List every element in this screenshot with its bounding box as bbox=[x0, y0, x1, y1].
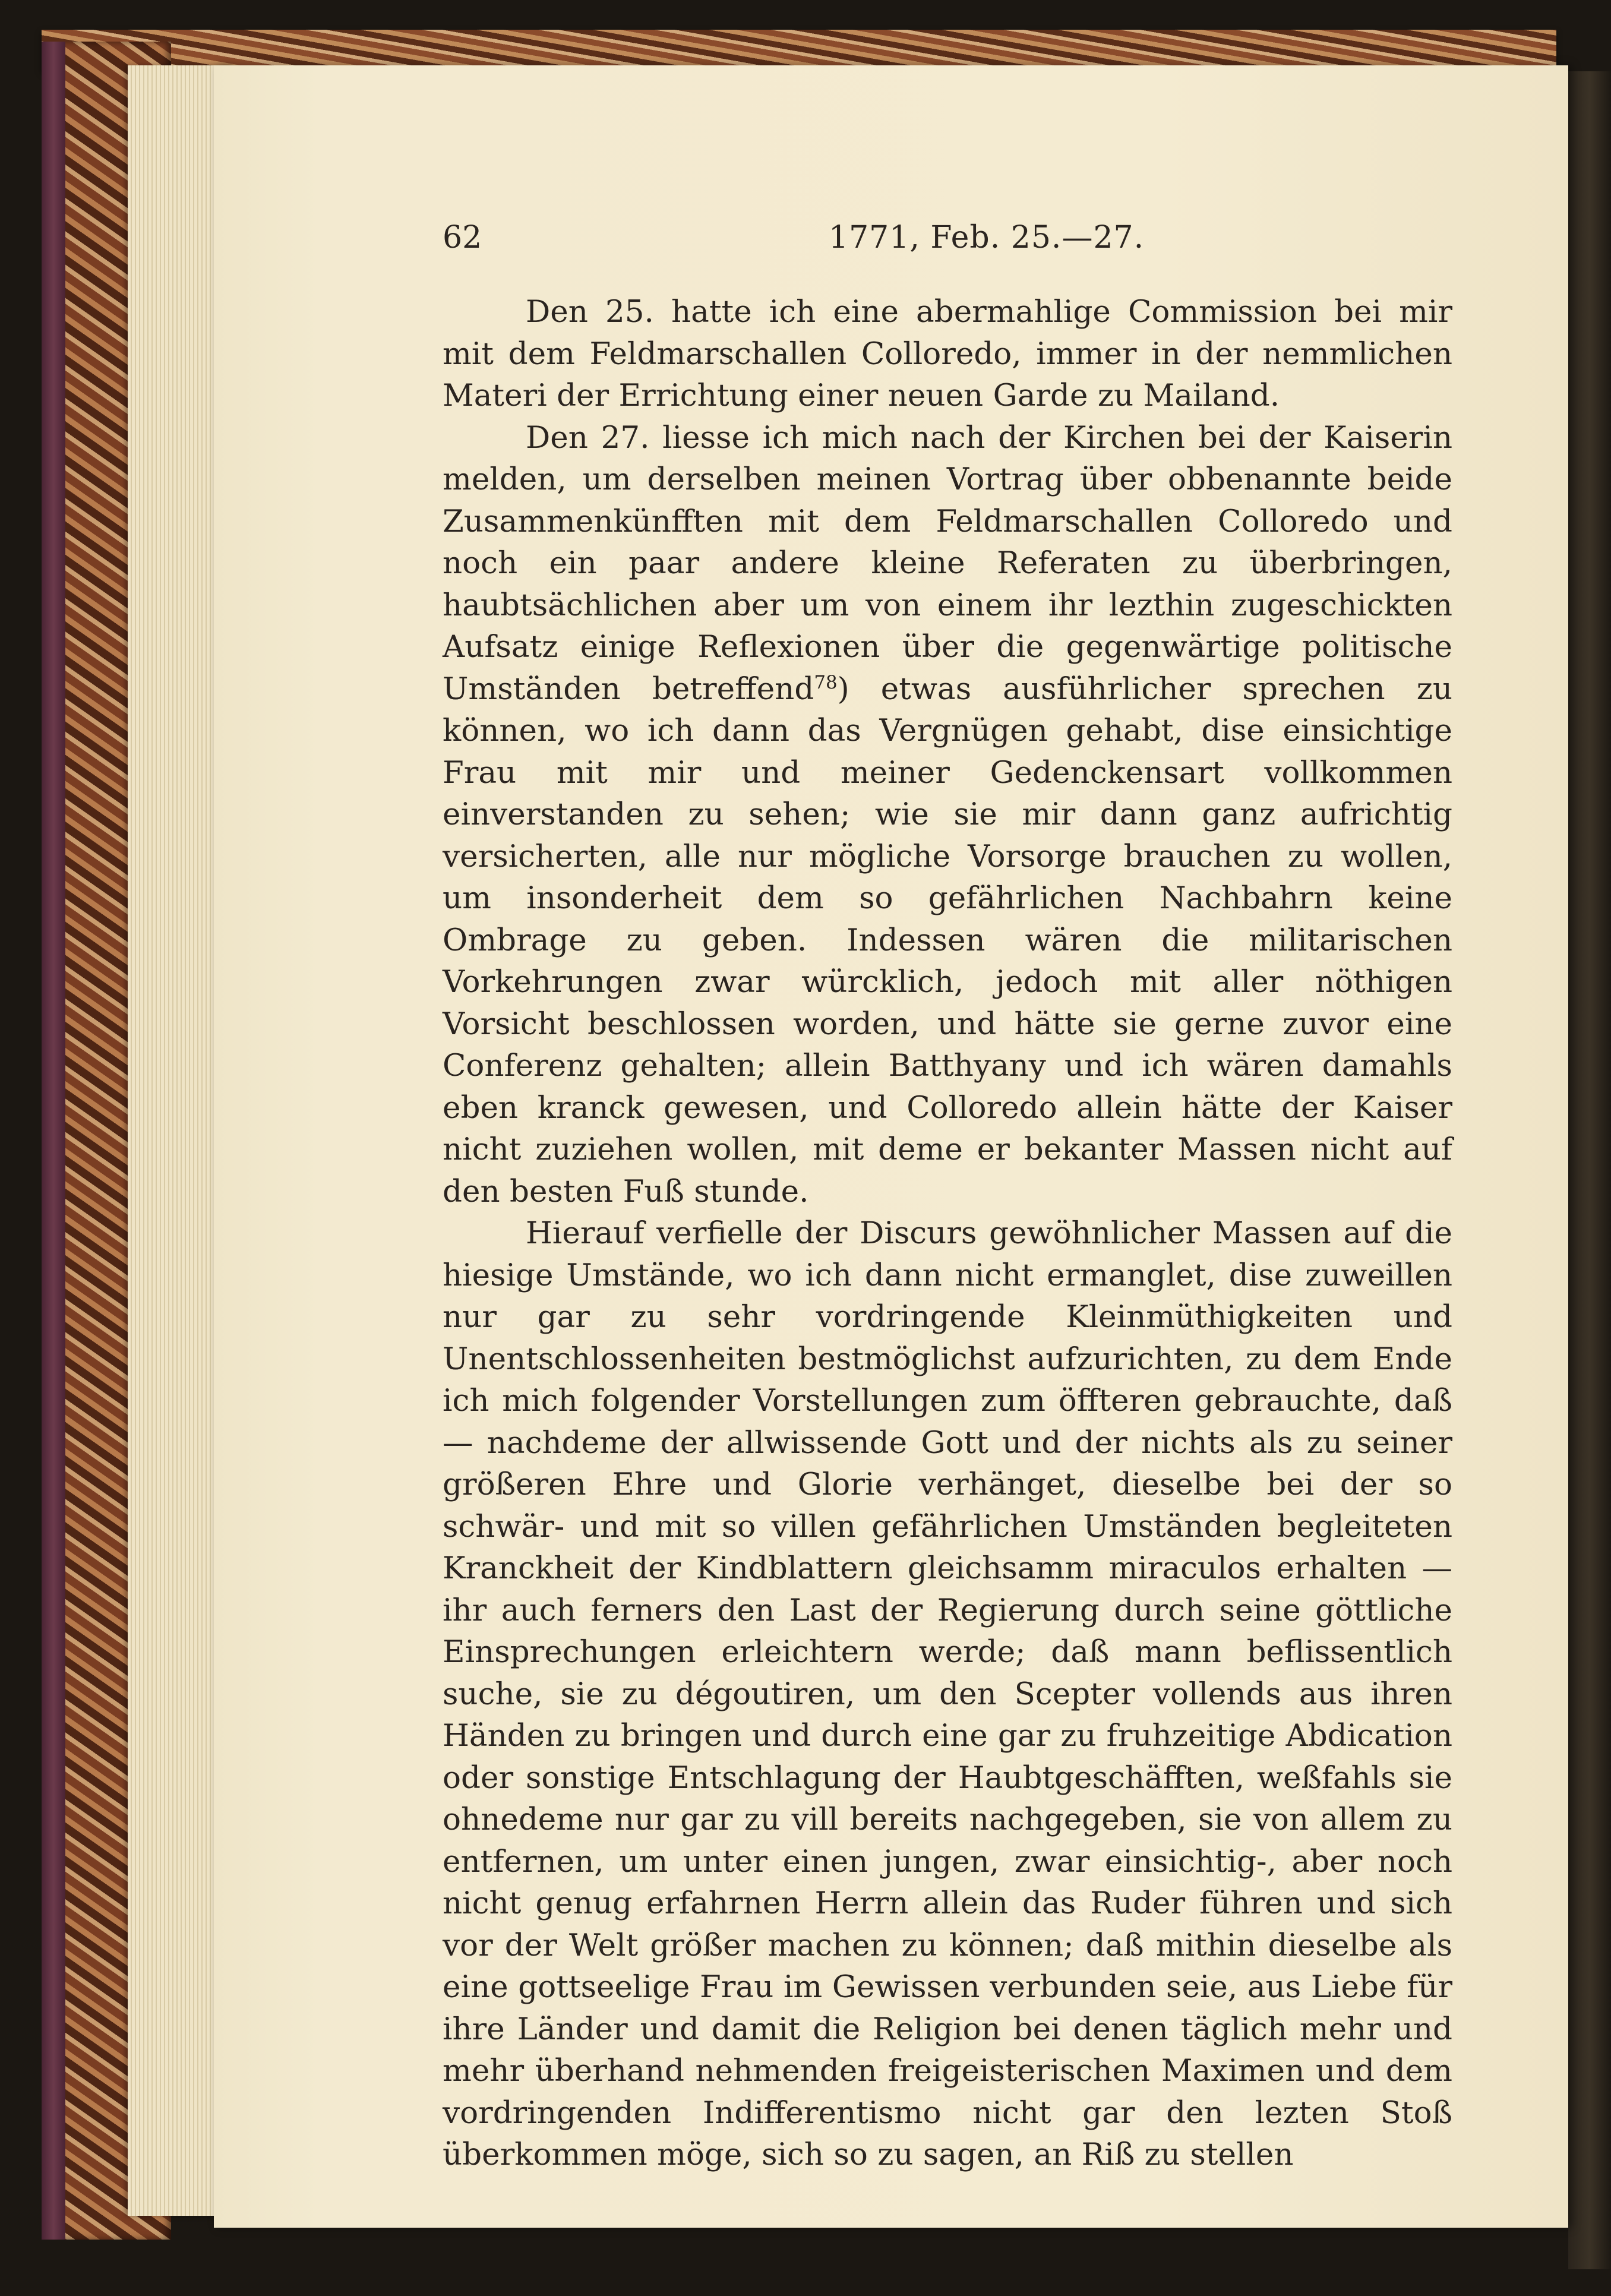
paragraph-1: Den 25. hatte ich eine abermahlige Commission bei mir mit dem Feldmarschallen Colloredo, immer in der nemmlichen Materi der Errichtung einer neuen Garde zu Mailand. bbox=[443, 294, 1452, 413]
footnote-reference: 78 bbox=[814, 671, 838, 693]
book-spine bbox=[42, 42, 65, 2240]
paragraph-2 bbox=[443, 417, 1452, 1213]
page-header bbox=[443, 220, 1452, 273]
page-number: 62 bbox=[443, 220, 482, 255]
paragraph-2-text-after-note: ) etwas ausführlicher sprechen zu können, wo ich dann das Vergnügen gehabt, dise einsichtige Frau mit mir und meiner Gedenckensart vollkommen einverstanden zu sehen; wie sie mir dann ganz aufrichtig versicherten, alle nur mögliche Vorsorge brauchen zu wollen, um insonderheit dem so gefährlichen Nachbahrn keine Ombrage zu geben. Indessen wären die militarischen Vorkehrungen zwar würcklich, jedoch mit aller nöthigen Vorsicht beschlossen worden, und hätte sie gerne zuvor eine Conferenz gehalten; allein Batthyany und ich wären damahls eben kranck gewesen, und Colloredo allein hätte der Kaiser nicht zuziehen wollen, mit deme er bekanter Massen nicht auf den besten Fuß stunde. bbox=[443, 671, 1453, 1209]
running-head: 1771, Feb. 25.—27. bbox=[829, 220, 1145, 255]
facing-page-edge bbox=[1568, 71, 1611, 2269]
paragraph-2-text-before-note: Den 27. liesse ich mich nach der Kirchen bei der Kaiserin melden, um derselben meinen Vortrag über obbenannte beide Zusammenkünfften mit dem Feldmarschallen Colloredo und noch ein paar andere kleine Referaten zu überbringen, haubtsächlichen aber um von einem ihr lezthin zugeschickten Aufsatz einige Reflexionen über die gegenwärtige politische Umständen betreffend bbox=[443, 419, 1452, 707]
paragraph-3: Hierauf verfielle der Discurs gewöhnlicher Massen auf die hiesige Umstände, wo ich dann nicht ermanglet, dise zuweillen nur gar zu sehr vordringende Kleinmüthigkeiten und Unentschlossenheiten bestmöglichst aufzurichten, zu dem Ende ich mich folgender Vorstellungen zum öffteren gebrauchte, daß — nachdeme der allwissende Gott und der nichts als zu seiner größeren Ehre und Glorie verhänget, dieselbe bei der so schwär- und mit so villen gefährlichen Umständen begleiteten Kranckheit der Kindblattern gleichsamm miraculos erhalten — ihr auch ferners den Last der Regierung durch seine göttliche Einsprechungen erleichtern werde; daß mann beflissentlich suche, sie zu dégoutiren, um den Scepter vollends aus ihren Händen zu bringen und durch eine gar zu fruhzeitige Abdication oder sonstige Entschlagung der Haubtgeschäfften, weßfahls sie ohnedeme nur gar zu vill bereits nachgegeben, sie von allem zu entfernen, um unter einen jungen, zwar einsichtig-, aber noch nicht genug erfahrnen Herrn allein das Ruder führen und sich vor der Welt größer machen zu können; daß mithin dieselbe als eine gottseelige Frau im Gewissen verbunden seie, aus Liebe für ihre Länder und damit die Religion bei denen täglich mehr und mehr überhand nehmenden freigeisterischen Maximen und dem vordringenden Indifferentismo nicht gar den lezten Stoß überkommen möge, sich so zu sagen, an Riß zu stellen bbox=[443, 1215, 1452, 2172]
text-body bbox=[443, 291, 1453, 2172]
